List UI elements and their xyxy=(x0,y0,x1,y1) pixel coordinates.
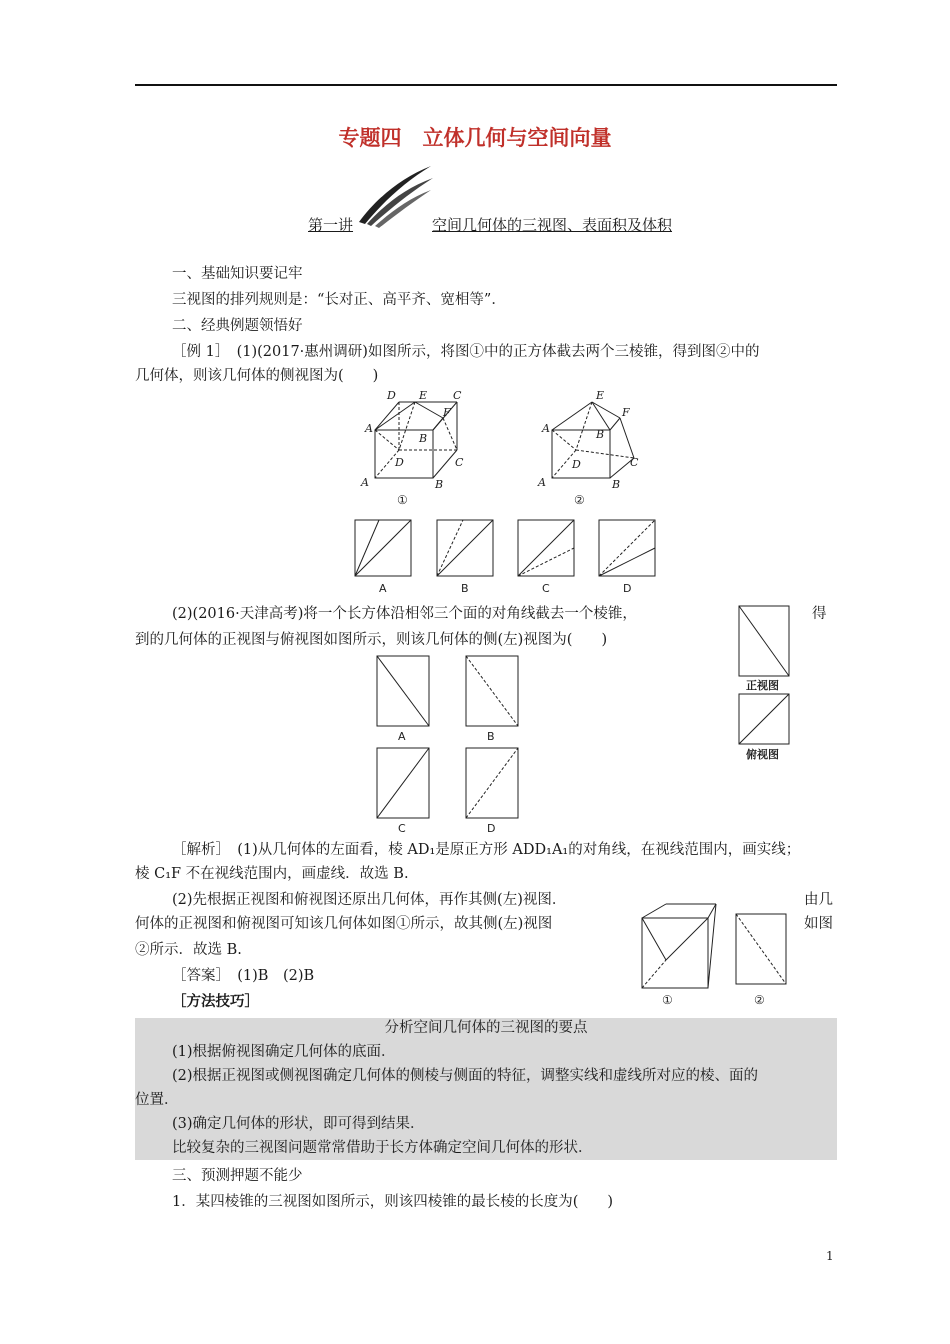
svg-text:A: A xyxy=(361,476,369,489)
svg-text:D: D xyxy=(387,389,396,402)
analysis-line5: ②所示．故选 B. xyxy=(135,942,242,958)
svg-text:B: B xyxy=(419,432,428,445)
svg-text:B: B xyxy=(435,478,444,491)
svg-text:正视图: 正视图 xyxy=(746,679,779,692)
method-point-4: 比较复杂的三视图问题常常借助于长方体确定空间几何体的形状． xyxy=(172,1140,593,1156)
svg-text:F: F xyxy=(622,406,630,419)
method-point-3: (3)确定几何体的形状，即可得到结果． xyxy=(172,1116,425,1132)
svg-text:C: C xyxy=(542,582,550,595)
svg-text:C: C xyxy=(455,456,464,469)
analysis-line1: ［解析］ (1)从几何体的左面看，棱 AD₁是原正方形 ADD₁A₁的对角线，在视线范围内，画实线； xyxy=(172,842,801,858)
svg-text:B: B xyxy=(612,478,621,491)
analysis-line2: 棱 C₁F 不在视线范围内，画虚线．故选 B. xyxy=(135,866,409,882)
example2-line2: 到的几何体的正视图与俯视图如图所示，则该几何体的侧(左)视图为( ) xyxy=(135,632,608,648)
svg-text:C: C xyxy=(398,822,406,835)
svg-text:A: A xyxy=(379,582,387,595)
lecture-topic: 空间几何体的三视图、表面积及体积 xyxy=(432,216,673,234)
svg-text:A: A xyxy=(365,422,373,435)
svg-text:A: A xyxy=(398,730,406,743)
example2-choices xyxy=(374,654,524,836)
method-box xyxy=(135,1018,837,1160)
svg-text:②: ② xyxy=(754,993,765,1007)
swoosh-decoration xyxy=(355,160,435,230)
method-point-1: (1)根据俯视图确定几何体的底面． xyxy=(172,1044,396,1060)
svg-text:E: E xyxy=(419,389,428,402)
cube-figure-1 xyxy=(355,388,485,508)
svg-text:俯视图: 俯视图 xyxy=(746,748,779,761)
svg-text:D: D xyxy=(572,458,581,471)
lecture-label: 第一讲 xyxy=(308,216,354,234)
example2-line1-end: 得 xyxy=(812,606,827,622)
method-heading: ［方法技巧］ xyxy=(172,993,259,1010)
svg-text:F: F xyxy=(443,406,451,419)
method-point-2b: 位置． xyxy=(135,1092,179,1108)
svg-text:B: B xyxy=(487,730,495,743)
svg-text:E: E xyxy=(596,389,605,402)
page-title: 专题四 立体几何与空间向量 xyxy=(338,125,612,150)
svg-text:D: D xyxy=(623,582,632,595)
analysis-line3-end: 由几 xyxy=(804,892,833,908)
svg-text:D: D xyxy=(487,822,496,835)
cube-figure-2 xyxy=(532,388,662,508)
method-box-title: 分析空间几何体的三视图的要点 xyxy=(384,1020,588,1036)
analysis-figures xyxy=(636,900,802,1008)
section3-heading: 三、预测押题不能少 xyxy=(172,1168,303,1184)
section1-heading: 一、基础知识要记牢 xyxy=(172,266,303,282)
svg-text:②: ② xyxy=(574,493,585,507)
example1-line2: 几何体，则该几何体的侧视图为( ) xyxy=(135,368,379,384)
svg-text:①: ① xyxy=(397,493,408,507)
answer-line: ［答案］ (1)B (2)B xyxy=(172,968,315,984)
svg-text:C: C xyxy=(630,456,639,469)
page-number: 1 xyxy=(826,1249,834,1263)
method-point-2: (2)根据正视图或侧视图确定几何体的侧棱与侧面的特征，调整实线和虚线所对应的棱、面的 xyxy=(172,1068,759,1084)
analysis-line4: 何体的正视图和俯视图可知该几何体如图①所示，故其侧(左)视图 xyxy=(135,916,553,932)
svg-text:A: A xyxy=(542,422,550,435)
section1-rule: 三视图的排列规则是：“长对正、高平齐、宽相等”． xyxy=(172,292,506,308)
analysis-line3: (2)先根据正视图和俯视图还原出几何体，再作其侧(左)视图． xyxy=(172,892,567,908)
header-rule xyxy=(135,84,837,86)
svg-text:C: C xyxy=(453,389,462,402)
section2-heading: 二、经典例题领悟好 xyxy=(172,318,303,334)
example1-choices xyxy=(352,518,662,598)
question1: 1．某四棱锥的三视图如图所示，则该四棱锥的最长棱的长度为( ) xyxy=(172,1194,614,1210)
svg-text:①: ① xyxy=(662,993,673,1007)
analysis-line4-end: 如图 xyxy=(804,916,833,932)
front-top-views xyxy=(736,604,796,762)
example2-line1: (2)(2016·天津高考)将一个长方体沿相邻三个面的对角线截去一个棱锥， xyxy=(172,606,637,622)
svg-text:D: D xyxy=(395,456,404,469)
svg-text:B: B xyxy=(596,428,605,441)
example1-line1: ［例 1］ (1)(2017·惠州调研)如图所示，将图①中的正方体截去两个三棱锥，得到图②中的 xyxy=(172,344,760,360)
svg-text:A: A xyxy=(538,476,546,489)
svg-text:B: B xyxy=(461,582,469,595)
